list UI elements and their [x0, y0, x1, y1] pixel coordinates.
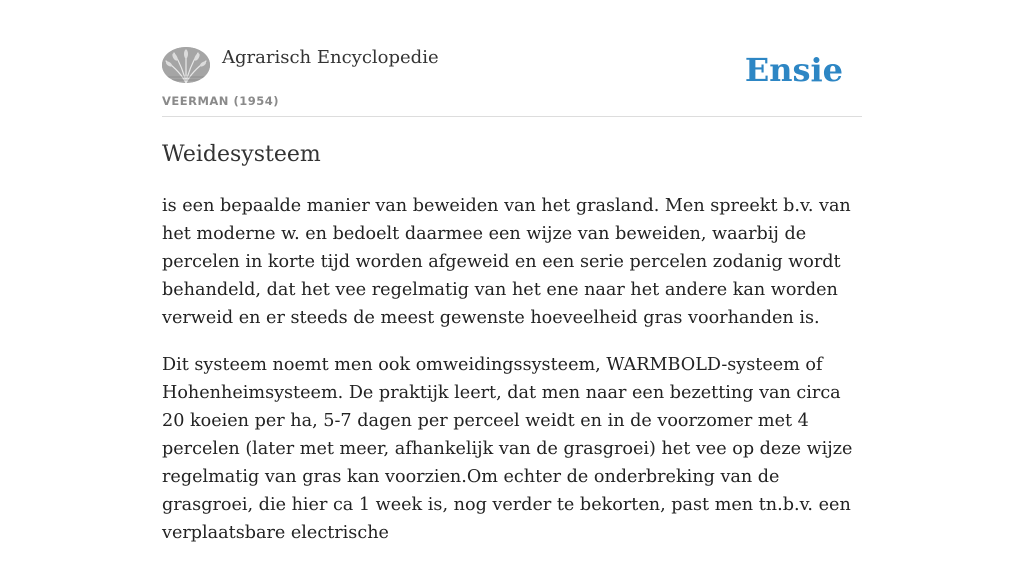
entry-paragraph: Dit systeem noemt men ook omweidingssysteem, WARMBOLD-systeem of Hohenheimsysteem. De praktijk leert, dat men naar een bezetting van circa 20 koeien per ha, 5-7 dagen per perceel weidt en in de voorzomer met 4 percelen (later met meer, afhankelijk van de grasgroei) het vee op deze wijze regelmatig van gras kan voorzien.Om echter de onderbreking van de grasgroei, die hier ca 1 week is, nog verder te bekorten, past men tn.b.v. een verplaatsbare electrische [162, 355, 853, 543]
entry-paragraph: is een bepaalde manier van beweiden van het grasland. Men spreekt b.v. van het moderne w. en bedoelt daarmee een wijze van beweiden, waarbij de percelen in korte tijd worden afgeweid en een serie percelen zodanig wordt behandeld, dat het vee regelmatig van het ene naar het andere kan worden verweid en er steeds de meest gewenste hoeveelheid gras voorhanden is. [162, 196, 851, 328]
brand-logo[interactable]: Ensie [744, 51, 843, 89]
edition-label: VEERMAN (1954) [162, 94, 279, 108]
article-page [162, 0, 862, 543]
wheat-engraving-icon[interactable] [162, 47, 210, 83]
entry-title: Weidesysteem [162, 142, 321, 167]
entry-body [162, 192, 862, 566]
site-title[interactable]: Agrarisch Encyclopedie [222, 47, 439, 68]
site-header [162, 0, 862, 117]
